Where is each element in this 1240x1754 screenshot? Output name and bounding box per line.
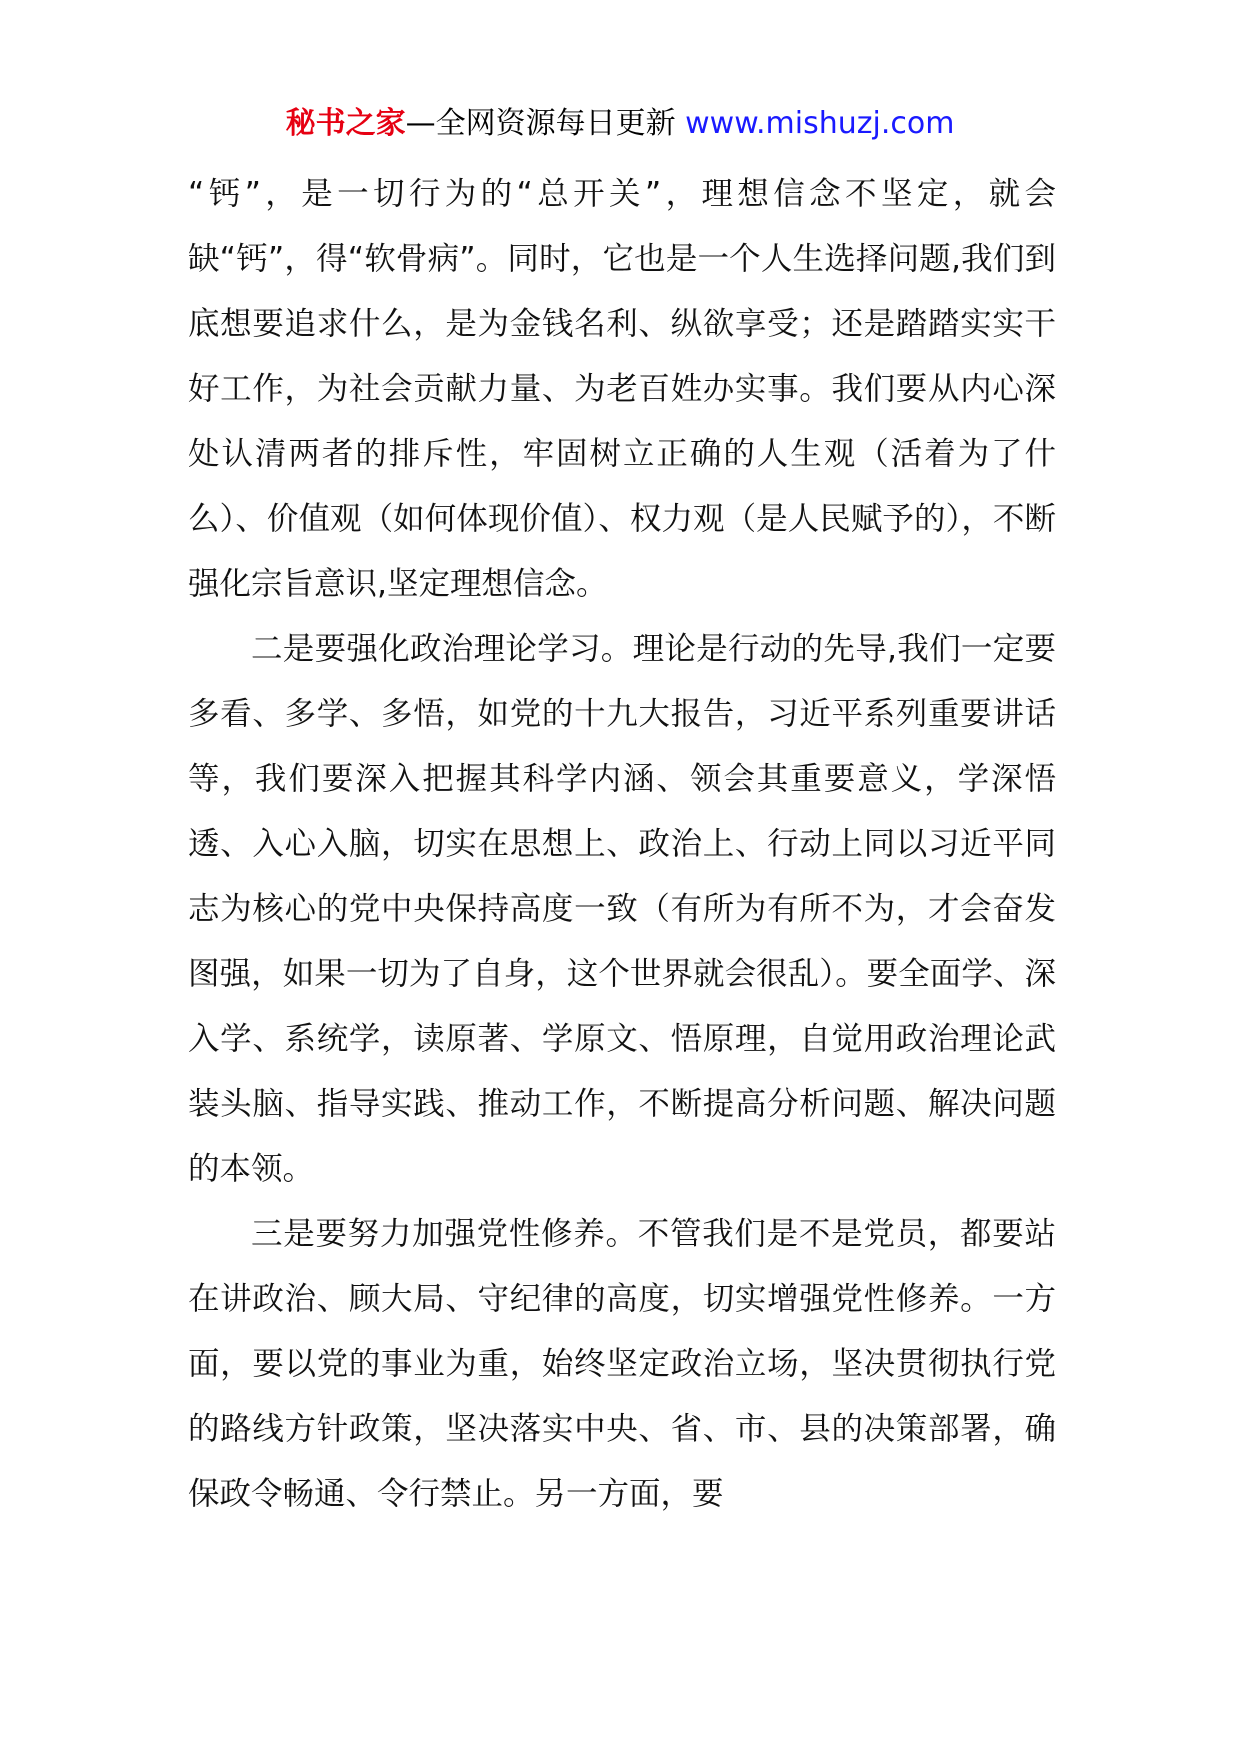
paragraph-continued: “钙”，是一切行为的“总开关”，理想信念不坚定，就会缺“钙”，得“软骨病”。同时，它也是一个人生选择问题,我们到底想要追求什么，是为金钱名利、纵欲享受；还是踏踏实实干好工作，为社会贡献力量、为老百姓办实事。我们要从内心深处认清两者的排斥性，牢固树立正确的人生观（活着为了什么）、价值观（如何体现价值）、权力观（是人民赋予的），不断强化宗旨意识,坚定理想信念。 (188, 176, 1056, 602)
website-link[interactable]: www.mishuzj.com (685, 106, 955, 141)
paragraph-point-two: 二是要强化政治理论学习。理论是行动的先导,我们一定要多看、多学、多悟，如党的十九大报告，习近平系列重要讲话等，我们要深入把握其科学内涵、领会其重要意义，学深悟透、入心入脑，切实在思想上、政治上、行动上同以习近平同志为核心的党中央保持高度一致（有所为有所不为，才会奋发图强，如果一切为了自身，这个世界就会很乱）。要全面学、深入学、系统学，读原著、学原文、悟原理，自觉用政治理论武装头脑、指导实践、推动工作，不断提高分析问题、解决问题的本领。 (188, 631, 1056, 1187)
paragraph-point-three: 三是要努力加强党性修养。不管我们是不是党员，都要站在讲政治、顾大局、守纪律的高度，切实增强党性修养。一方面，要以党的事业为重，始终坚定政治立场，坚决贯彻执行党的路线方针政策，坚决落实中央、省、市、县的决策部署，确保政令畅通、令行禁止。另一方面，要 (188, 1216, 1056, 1512)
document-body (188, 162, 1056, 1527)
brand-name: 秘书之家 (285, 106, 406, 141)
page-header (0, 100, 1240, 148)
header-tagline: —全网资源每日更新 (405, 106, 686, 141)
